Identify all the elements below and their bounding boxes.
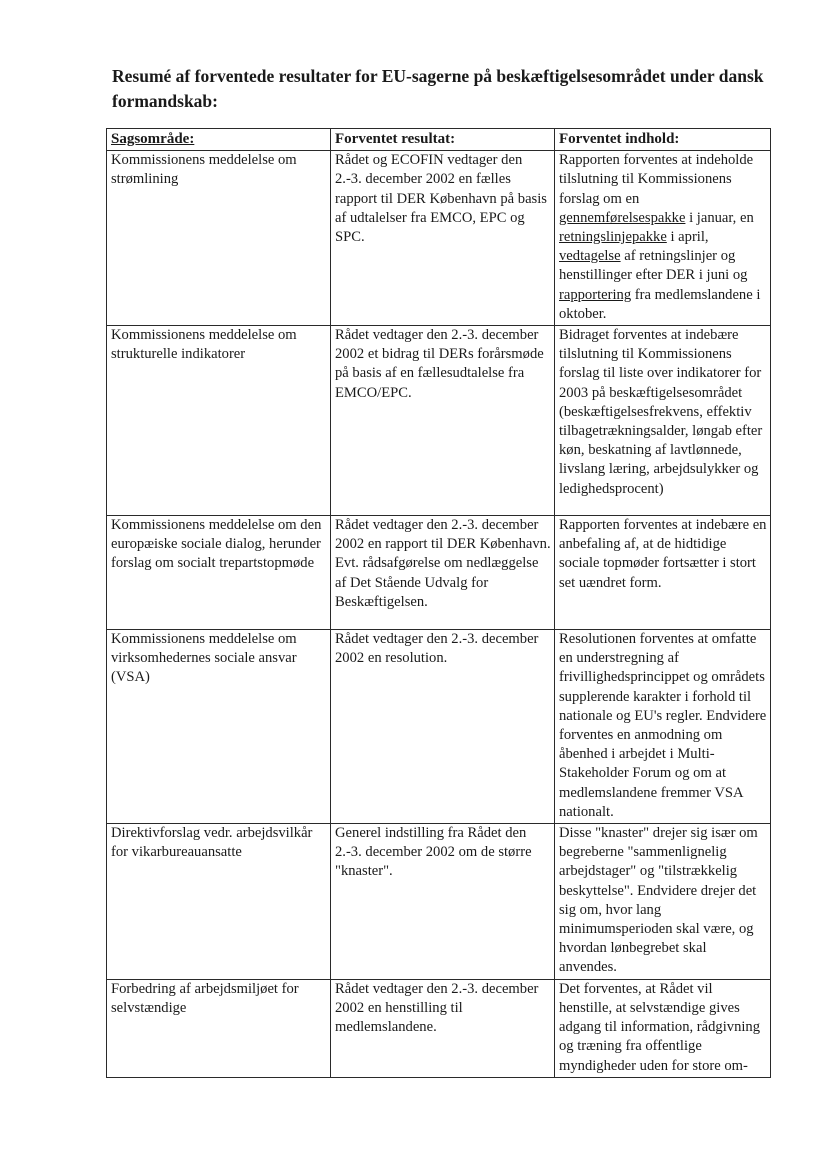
cell-area: Kommissionens meddelelse om strømlining <box>107 151 331 326</box>
page-title: Resumé af forventede resultater for EU-sagerne på beskæftigelsesområdet under dansk formandskab: <box>112 66 764 111</box>
table-row <box>107 151 771 326</box>
table-row <box>107 630 771 824</box>
results-table <box>106 128 771 1078</box>
column-header-content: Forventet indhold: <box>555 129 771 151</box>
cell-content: Det forventes, at Rådet vil henstille, at selvstændige gives adgang til information, rådgivning og træning fra offentlige myndigheder uden for store om- <box>555 979 771 1077</box>
cell-content: Rapporten forventes at indeholde tilslutning til Kommissionens forslag om en gennemførelsespakke i januar, en retningslinjepakke i april, vedtagelse af retningslinjer og henstillinger efter DER i juni og rapportering fra medlemslandene i oktober. <box>555 151 771 326</box>
cell-area: Kommissionens meddelelse om den europæiske sociale dialog, herunder forslag om socialt trepartstopmøde <box>107 516 331 630</box>
cell-content: Resolutionen forventes at omfatte en understregning af frivillighedsprincippet og områdets supplerende karakter i forhold til nationale og EU's regler. Endvidere forventes en anmodning om åbenhed i arbejdet i Multi-Stakeholder Forum og om at medlemslandene fremmer VSA nationalt. <box>555 630 771 824</box>
table-row <box>107 516 771 630</box>
column-header-area: Sagsområde: <box>107 129 331 151</box>
column-header-result: Forventet resultat: <box>331 129 555 151</box>
cell-area: Direktivforslag vedr. arbejdsvilkår for vikarbureauansatte <box>107 824 331 980</box>
cell-area: Kommissionens meddelelse om strukturelle indikatorer <box>107 326 331 516</box>
cell-area: Forbedring af arbejdsmiljøet for selvstændige <box>107 979 331 1077</box>
cell-result-extra: Evt. rådsafgørelse om nedlæggelse af Det Stående Udvalg for Beskæftigelsen. <box>335 555 539 610</box>
cell-content: Bidraget forventes at indebære tilslutning til Kommissionens forslag til liste over indikatorer for 2003 på beskæftigelsesområdet (beskæftigelsesfrekvens, effektiv tilbagetrækningsalder, løngab efter køn, beskatning af lavtlønnede, livslang læring, arbejdsulykker og ledighedsprocent) <box>555 326 771 516</box>
cell-result-main: Rådet vedtager den 2.-3. december 2002 en rapport til DER København. <box>335 517 551 553</box>
cell-result <box>331 516 555 630</box>
cell-result: Rådet vedtager den 2.-3. december 2002 et bidrag til DERs forårsmøde på basis af en fællesudtalelse fra EMCO/EPC. <box>331 326 555 516</box>
cell-result: Rådet vedtager den 2.-3. december 2002 en henstilling til medlemslandene. <box>331 979 555 1077</box>
cell-area: Kommissionens meddelelse om virksomhedernes sociale ansvar (VSA) <box>107 630 331 824</box>
results-table-wrapper <box>106 128 771 1078</box>
cell-content: Disse "knaster" drejer sig især om begreberne "sammenlignelig arbejdstager" og "tilstrækkelig beskyttelse". Endvidere drejer det sig om, hvor lang minimumsperioden skal være, og hvordan lønbegrebet skal anvendes. <box>555 824 771 980</box>
table-header-row <box>107 129 771 151</box>
cell-result: Rådet og ECOFIN vedtager den 2.-3. december 2002 en fælles rapport til DER København på basis af udtalelser fra EMCO, EPC og SPC. <box>331 151 555 326</box>
table-row <box>107 326 771 516</box>
cell-result: Generel indstilling fra Rådet den 2.-3. december 2002 om de større "knaster". <box>331 824 555 980</box>
table-row <box>107 824 771 980</box>
cell-result: Rådet vedtager den 2.-3. december 2002 en resolution. <box>331 630 555 824</box>
cell-content: Rapporten forventes at indebære en anbefaling af, at de hidtidige sociale topmøder fortsætter i stort set uændret form. <box>555 516 771 630</box>
table-row <box>107 979 771 1077</box>
